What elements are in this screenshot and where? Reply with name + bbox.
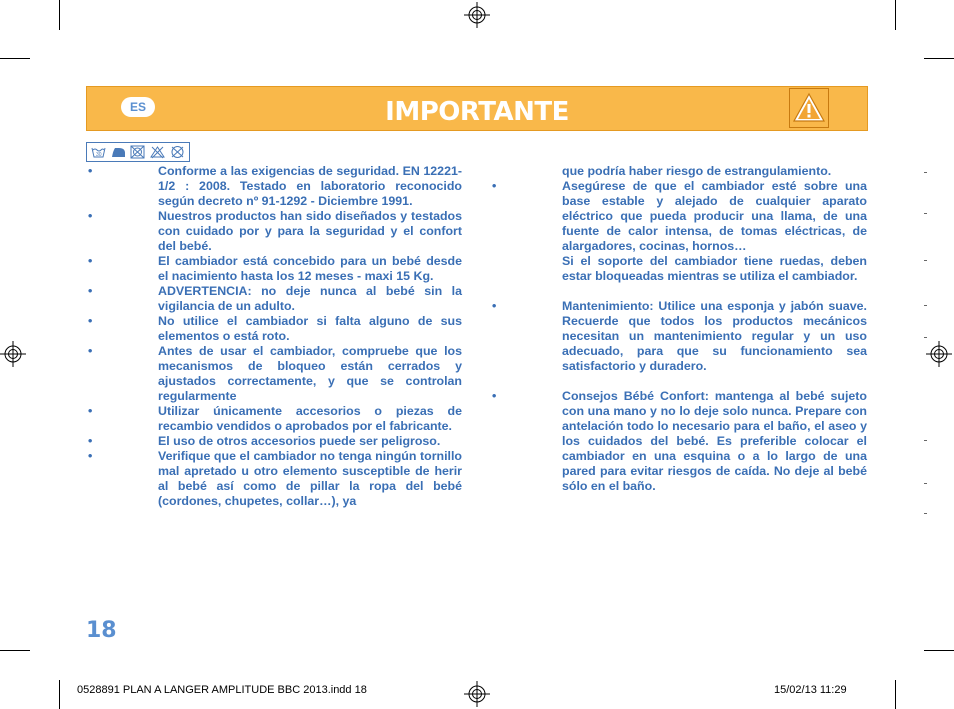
no-bleach-icon <box>150 145 165 159</box>
page-number: 18 <box>86 618 117 643</box>
crop-mark <box>0 650 30 651</box>
care-symbols <box>86 142 190 162</box>
crop-mark <box>59 680 60 709</box>
svg-text:30: 30 <box>96 152 102 158</box>
warning-box <box>789 88 829 128</box>
no-dry-clean-icon <box>170 145 185 159</box>
list-item: • Conforme a las exigencias de seguridad. EN 12221-1/2 : 2008. Testado en laboratorio reconocido según decreto nº 91-1292 - Diciembre 1991. <box>88 164 462 208</box>
list-item: • Asegúrese de que el cambiador esté sobre una base estable y alejado de cualquier aparato eléctrico que pueda producir una llama, de una fuente de calor intensa, de tomas eléctricas, de alargadores, cocinas, hornos… <box>492 179 867 253</box>
crop-mark <box>924 58 954 59</box>
importante-banner <box>86 86 868 131</box>
crop-mark <box>0 58 30 59</box>
list-item: • ADVERTENCIA: no deje nunca al bebé sin la vigilancia de un adulto. <box>88 284 462 313</box>
crop-mark <box>59 0 60 30</box>
edge-mark <box>924 172 927 173</box>
list-item: • Verifique que el cambiador no tenga ningún tornillo mal apretado u otro elemento susceptible de herir al bebé así como de pillar la ropa del bebé (cordones, chupetes, collar…), ya <box>88 449 462 508</box>
list-item: • Antes de usar el cambiador, compruebe que los mecanismos de bloqueo están cerrados y ajustados correctamente, y que se controlan regularmente <box>88 344 462 403</box>
edge-mark <box>924 260 927 261</box>
list-item-paragraph: Si el soporte del cambiador tiene ruedas, deben estar bloqueadas mientras se utiliza el cambiador. <box>562 254 867 283</box>
language-badge: ES <box>121 97 155 117</box>
registration-mark-icon <box>926 341 952 367</box>
edge-mark <box>924 305 927 306</box>
registration-mark-icon <box>464 2 490 28</box>
list-item-continuation: que podría haber riesgo de estrangulamiento. <box>562 164 832 178</box>
list-item: • Nuestros productos han sido diseñados y testados con cuidado por y para la seguridad y el confort del bebé. <box>88 209 462 253</box>
list-item: • Consejos Bébé Confort: mantenga al bebé sujeto con una mano y no lo deje solo nunca. Prepare con antelación todo lo necesario para el baño, el aseo y los cuidados del bebé. Es preferible colocar el cambiador en una esquina o a lo largo de una pared para evitar riesgos de caída. No deje al bebé sólo en el baño. <box>492 389 867 493</box>
edge-mark <box>924 213 927 214</box>
edge-mark <box>924 513 927 514</box>
list-item: • El cambiador está concebido para un bebé desde el nacimiento hasta los 12 meses - maxi 15 Kg. <box>88 254 462 283</box>
footer-file-info: 0528891 PLAN A LANGER AMPLITUDE BBC 2013.indd 18 <box>77 684 367 696</box>
edge-mark <box>924 483 927 484</box>
wash-icon <box>91 145 106 159</box>
list-item: • No utilice el cambiador si falta alguno de sus elementos o está roto. <box>88 314 462 343</box>
banner-title: IMPORTANTE <box>385 97 569 127</box>
warning-triangle-icon <box>790 89 828 127</box>
crop-mark <box>895 680 896 709</box>
registration-mark-icon <box>464 681 490 707</box>
crop-mark <box>924 650 954 651</box>
iron-icon <box>111 145 126 159</box>
left-column <box>86 164 462 509</box>
list-item: • El uso de otros accesorios puede ser peligroso. <box>88 434 441 448</box>
edge-mark <box>924 337 927 338</box>
footer-date: 15/02/13 11:29 <box>774 684 847 696</box>
crop-mark <box>895 0 896 30</box>
edge-mark <box>924 440 927 441</box>
list-item: • Utilizar únicamente accesorios o piezas de recambio vendidos o aprobados por el fabricante. <box>88 404 462 433</box>
no-dryer-icon <box>130 145 145 159</box>
registration-mark-icon <box>0 341 26 367</box>
right-column <box>490 164 867 494</box>
list-item: • Mantenimiento: Utilice una esponja y jabón suave. Recuerde que todos los productos mecánicos necesitan un mantenimiento regular y un uso adecuado, para que su funcionamiento sea satisfactorio y duradero. <box>492 299 867 373</box>
